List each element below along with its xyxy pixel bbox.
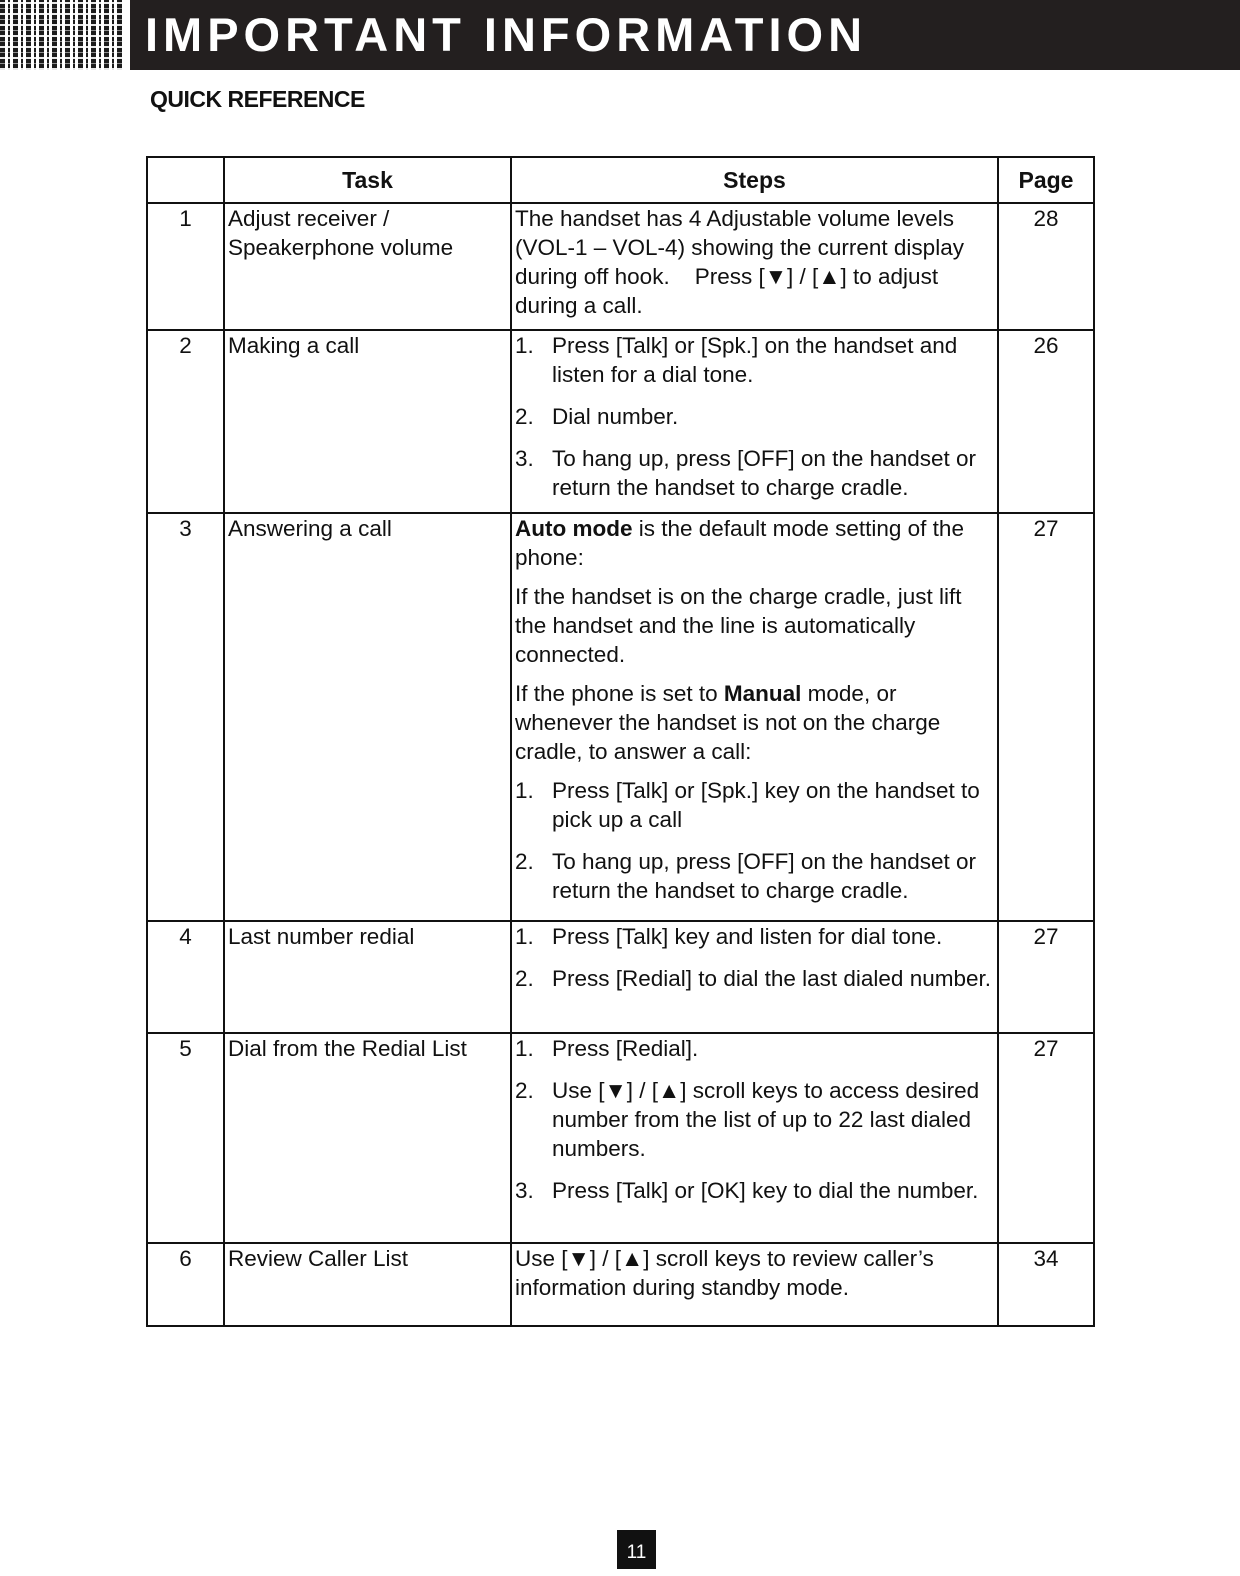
step-text: Dial number.: [552, 404, 679, 429]
step-list: [515, 922, 994, 993]
row-page: 34: [998, 1243, 1094, 1326]
auto-mode-label: Auto mode: [515, 516, 633, 541]
table-row: [147, 1033, 1094, 1243]
step-item: [515, 776, 994, 834]
row-steps: [511, 203, 998, 330]
row-number: 6: [147, 1243, 224, 1326]
row-number: 4: [147, 921, 224, 1033]
row-task: Dial from the Redial List: [224, 1033, 511, 1243]
row-page: 26: [998, 330, 1094, 513]
row-task: Last number redial: [224, 921, 511, 1033]
row-task: Adjust receiver / Speakerphone volume: [224, 203, 511, 330]
step-paragraph: If the handset is on the charge cradle, just lift the handset and the line is automatically connected.: [515, 584, 962, 667]
row-number: 5: [147, 1033, 224, 1243]
step-text: To hang up, press [OFF] on the handset or return the handset to charge cradle.: [552, 446, 976, 500]
step-number: 1.: [515, 778, 534, 803]
row-page: 27: [998, 921, 1094, 1033]
step-text: Press [Talk] or [Spk.] key on the handset to pick up a call: [552, 778, 980, 832]
row-task: Answering a call: [224, 513, 511, 921]
table-header-row: [147, 157, 1094, 203]
table-row: [147, 921, 1094, 1033]
row-page: 27: [998, 513, 1094, 921]
row-task: Review Caller List: [224, 1243, 511, 1326]
step-item: [515, 1176, 994, 1205]
step-paragraph: [515, 679, 994, 766]
row-number: 1: [147, 203, 224, 330]
step-list: [515, 776, 994, 905]
table-row: [147, 513, 1094, 921]
page-number: 11: [617, 1530, 656, 1569]
row-task: Making a call: [224, 330, 511, 513]
step-item: [515, 444, 994, 502]
section-title: QUICK REFERENCE: [150, 86, 365, 112]
step-text: Press [Talk] or [OK] key to dial the number.: [552, 1178, 979, 1203]
step-text: Press [Redial].: [552, 1036, 699, 1061]
step-number: 2.: [515, 404, 534, 429]
step-paragraph: Use [▼] / [▲] scroll keys to review caller’s information during standby mode.: [515, 1246, 934, 1300]
row-steps: [511, 921, 998, 1033]
step-number: 2.: [515, 966, 534, 991]
step-text: Press [Talk] or [Spk.] on the handset and listen for a dial tone.: [552, 333, 958, 387]
manual-mode-label: Manual: [723, 681, 802, 706]
header-page: Page: [998, 157, 1094, 203]
row-steps: [511, 330, 998, 513]
step-text: Press [Talk] key and listen for dial tone.: [552, 924, 943, 949]
step-text: Press [Redial] to dial the last dialed number.: [552, 966, 991, 991]
step-item: [515, 1076, 994, 1163]
table-row: [147, 330, 1094, 513]
step-item: [515, 847, 994, 905]
header-task: Task: [224, 157, 511, 203]
step-item: [515, 331, 994, 389]
table-row: [147, 203, 1094, 330]
row-steps: [511, 1033, 998, 1243]
row-steps: [511, 1243, 998, 1326]
paragraph-text: mode, or whenever the handset is not on the charge cradle, to answer a call:: [515, 681, 941, 764]
step-item: [515, 1034, 994, 1063]
step-number: 2.: [515, 1078, 534, 1103]
header-steps: Steps: [511, 157, 998, 203]
step-list: [515, 1034, 994, 1205]
step-number: 2.: [515, 849, 534, 874]
quick-reference-table: [146, 156, 1095, 1327]
row-number: 2: [147, 330, 224, 513]
brand-logo-pattern: [0, 0, 124, 70]
paragraph-text: is the default mode setting of the phone:: [515, 516, 964, 570]
step-number: 3.: [515, 1178, 534, 1203]
paragraph-text: If the phone is set to: [515, 681, 724, 706]
step-item: [515, 964, 994, 993]
row-steps: [511, 513, 998, 921]
step-number: 1.: [515, 1036, 534, 1061]
step-paragraph: The handset has 4 Adjustable volume levels (VOL-1 – VOL-4) showing the current display during off hook. Press [▼] / [▲] to adjust during a call.: [515, 206, 971, 318]
step-number: 1.: [515, 924, 534, 949]
page-title: IMPORTANT INFORMATION: [145, 8, 868, 61]
row-page: 27: [998, 1033, 1094, 1243]
step-text: Use [▼] / [▲] scroll keys to access desired number from the list of up to 22 last dialed numbers.: [552, 1078, 980, 1161]
step-number: 3.: [515, 446, 534, 471]
step-item: [515, 402, 994, 431]
row-number: 3: [147, 513, 224, 921]
step-text: To hang up, press [OFF] on the handset or return the handset to charge cradle.: [552, 849, 976, 903]
header-num: [147, 157, 224, 203]
step-paragraph: [515, 514, 994, 572]
step-list: [515, 331, 994, 502]
step-item: [515, 922, 994, 951]
table-row: [147, 1243, 1094, 1326]
step-number: 1.: [515, 333, 534, 358]
row-page: 28: [998, 203, 1094, 330]
